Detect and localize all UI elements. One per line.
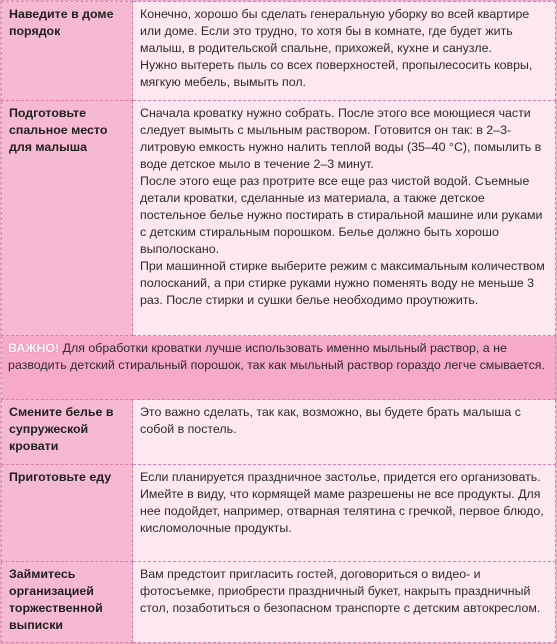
description-paragraph: Конечно, хорошо бы сделать генеральную уборку во всей квартире или доме. Если это трудно, то хотя бы в комнате, где будет жить малыш, в родительской спальне, прихожей, кухне и санузле. [140,7,530,55]
step-description [133,2,556,101]
description-paragraph: Это важно сделать, так как, возможно, вы будете брать малыша с собой в постель. [140,405,521,436]
important-label: ВАЖНО! [8,341,60,355]
table-row [2,465,556,562]
step-description [133,465,556,562]
step-title: Подготовьте спальное место для малыша [2,101,133,336]
important-note [2,336,556,400]
table-row [2,562,556,643]
table-row [2,101,556,336]
table-row [2,400,556,465]
step-description [133,562,556,643]
description-paragraph: Вам предстоит пригласить гостей, договориться о видео- и фотосъемке, приобрести праздничный букет, накрыть праздничный стол, позаботиться о безопасном транспорте с детским автокреслом. [140,567,541,615]
description-paragraph: Нужно вытереть пыль со всех поверхностей, пропылесосить ковры, мягкую мебель, вымыть пол. [140,58,533,89]
important-note-row [2,336,556,400]
step-title: Займитесь организацией торжественной выписки [2,562,133,643]
step-title: Наведите в доме порядок [2,2,133,101]
description-paragraph: При машинной стирке выберите режим с максимальным количеством полосканий, а при стирке руками нужно поменять воду не меньше 3 раз. После стирки и сушки белье необходимо проутюжить. [140,259,545,307]
preparation-table [1,1,556,643]
important-text: Для обработки кроватки лучше использовать именно мыльный раствор, а не разводить детский стиральный порошок, так как мыльный раствор гораздо легче смывается. [8,341,545,372]
step-description [133,101,556,336]
description-paragraph: Сначала кроватку нужно собрать. После этого все моющиеся части следует вымыть с мыльным раствором. Готовится он так: в 2–3-литровую емкость нужно налить теплой воды (35–40 °С), помылить в воде детское мыло в течение 2–3 минут. [140,106,542,171]
step-title: Приготовьте еду [2,465,133,562]
description-paragraph: После этого еще раз протрите все еще раз чистой водой. Съемные детали кроватки, сделанные из материала, а также детское постельное белье нужно постирать в стиральной машине или руками с детским стиральным порошком. Белье должно быть хорошо выполоскано. [140,174,543,256]
step-description [133,400,556,465]
description-paragraph: Если планируется праздничное застолье, придется его организовать. [140,470,541,484]
description-paragraph: Имейте в виду, что кормящей маме разрешены не все продукты. Для нее подойдет, например, отварная телятина с гречкой, первое блюдо, кисломолочные продукты. [140,487,544,535]
table-row [2,2,556,101]
step-title: Смените белье в супружеской кровати [2,400,133,465]
